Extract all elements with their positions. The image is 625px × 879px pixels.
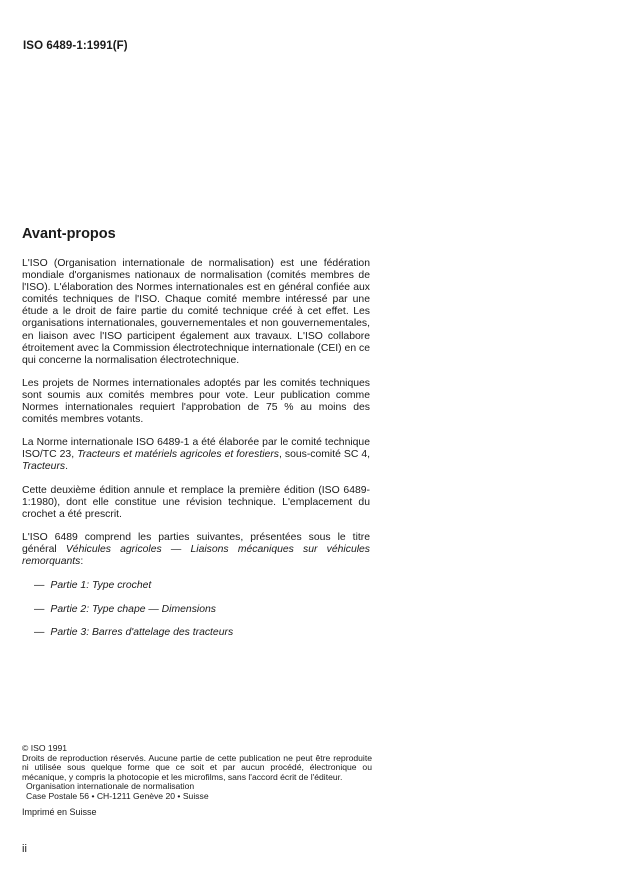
list-item: — Partie 3: Barres d'attelage des tracteurs [34,627,234,639]
parts-list [22,580,370,639]
copyright-line: © ISO 1991 [22,743,68,753]
copyright-notice [22,744,372,802]
publisher-address: Case Postale 56 • CH-1211 Genève 20 • Suisse [26,790,209,801]
page-number: ii [22,843,27,855]
section-title: Avant-propos [22,226,116,242]
rights-statement: Droits de reproduction réservés. Aucune partie de cette publication ne peut être reproduite ni utilisée sous quelque forme que ce soit et par aucun procédé, électronique ou mécanique, y compris la photocopie et les microfilms, sans l'accord écrit de l'éditeur. [22,752,372,782]
paragraph-2: Les projets de Normes internationales adoptés par les comités techniques sont soumis aux comités membres pour vote. Leur publication comme Normes internationales requiert l'approbation de 75 % au moins des comités membres votants. [22,377,370,426]
paragraph-3: La Norme internationale ISO 6489-1 a été élaborée par le comité technique ISO/TC 23, Tracteurs et matériels agricoles et forestiers, sous-comité SC 4, Tracteurs. [22,437,370,473]
paragraph-4: Cette deuxième édition annule et remplace la première édition (ISO 6489-1:1980), dont elle constitue une révision technique. L'emplacement du crochet a été prescrit. [22,484,370,520]
paragraph-1: L'ISO (Organisation internationale de normalisation) est une fédération mondiale d'organismes nationaux de normalisation (comités membres de l'ISO). L'élaboration des Normes internationales est en général confiée aux comités techniques de l'ISO. Chaque comité membre intéressé par une étude a le droit de faire partie du comité technique créé à cet effet. Les organisations internationales, gouvernementales et non gouvernementales, en liaison avec l'ISO participent également aux travaux. L'ISO collabore étroitement avec la Commission électrotechnique internationale (CEI) en ce qui concerne la normalisation électrotechnique. [22,258,370,366]
paragraph-5: L'ISO 6489 comprend les parties suivantes, présentées sous le titre général Véhicules agricoles — Liaisons mécaniques sur véhicules remorquants: [22,531,370,567]
list-item: — Partie 2: Type chape — Dimensions [34,603,216,615]
list-item: — Partie 1: Type crochet [34,580,152,592]
printed-in: Imprimé en Suisse [22,807,97,817]
publisher-name: Organisation internationale de normalisation [26,781,195,792]
document-reference: ISO 6489-1:1991(F) [23,40,128,52]
foreword-body [22,258,370,651]
